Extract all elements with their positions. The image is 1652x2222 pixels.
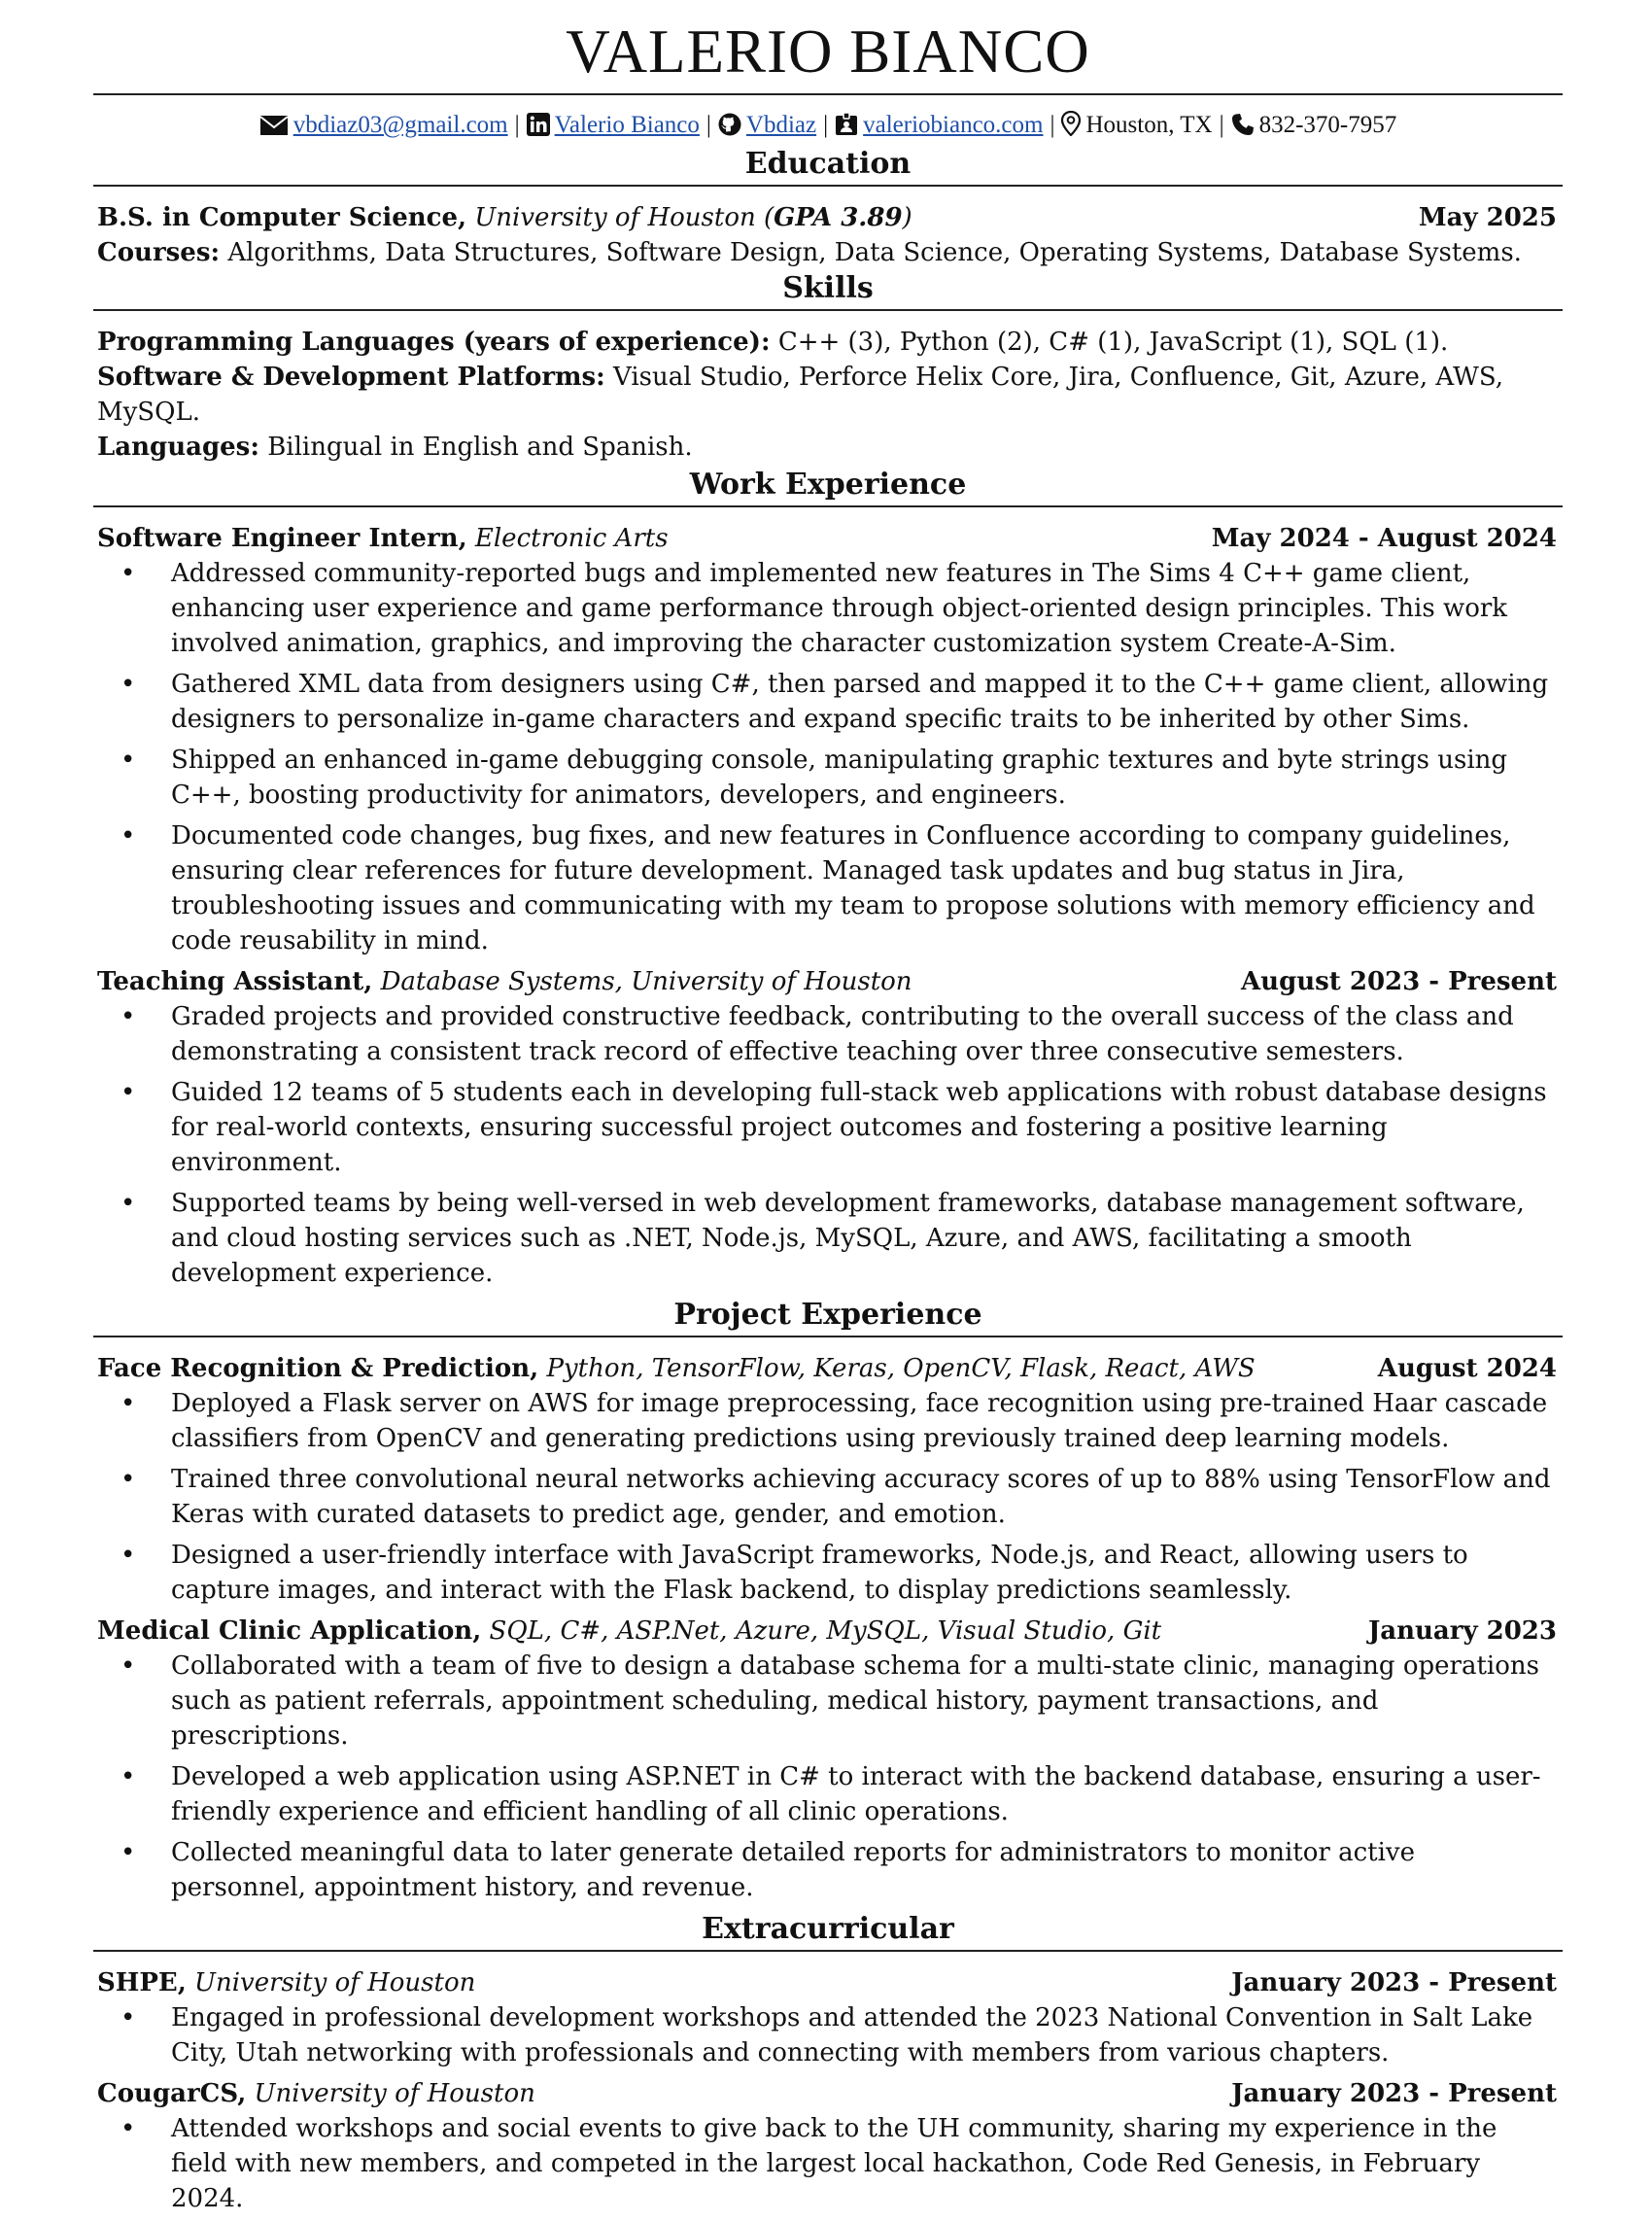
entry-heading [93,1351,1563,1386]
entry-title: Medical Clinic Application, [97,1616,482,1646]
bullet-item: • Collected meaningful data to later generate detailed reports for administrators to monitor active personnel, appointment history, and revenue. [93,1835,1563,1905]
entry-title: Teaching Assistant, [97,967,373,996]
id-card-icon [835,113,858,136]
bullet-item: • Documented code changes, bug fixes, and new features in Confluence according to company guidelines, ensuring clear references for future development. Managed task updates and bug status in Jira, troubleshooting issues and communicating with my team to propose solutions with memory efficiency and code reusability in mind. [93,818,1563,958]
section-divider [93,185,1563,187]
separator: | [1219,112,1224,138]
project-list [93,1351,1563,1905]
linkedin-icon [527,113,550,136]
section-divider [93,1950,1563,1952]
email-link[interactable]: vbdiaz03@gmail.com [293,112,508,138]
skill-line [93,430,1563,465]
education-entry: B.S. in Computer Science, University of Houston (GPA 3.89) May 2025 [93,200,1563,235]
bullet-list [93,999,1563,1291]
skill-label: Programming Languages (years of experience): [97,328,771,357]
project-entry [93,1614,1563,1905]
skill-value: Bilingual in English and Spanish. [267,433,693,462]
linkedin-link[interactable]: Valerio Bianco [554,112,700,138]
resume-page [93,0,1563,2222]
bullet-item: • Graded projects and provided constructive feedback, contributing to the overall success of the class and demonstrating a consistent track record of effective teaching over three consecutive semesters. [93,999,1563,1069]
bullet-item: • Attended workshops and social events to give back to the UH community, sharing my experience in the field with new members, and competed in the largest local hackathon, Code Red Genesis, in February 2024. [93,2111,1563,2216]
entry-subtitle: Python, TensorFlow, Keras, OpenCV, Flask, React, AWS [546,1354,1256,1383]
website-link[interactable]: valeriobianco.com [863,112,1044,138]
entry-date: January 2023 - Present [1231,2079,1557,2108]
courses-label: Courses: [97,238,221,267]
entry-title: SHPE, [97,1968,187,1997]
bullet-item: • Engaged in professional development workshops and attended the 2023 National Convention in Salt Lake City, Utah networking with professionals and connecting with members from various chapters. [93,2000,1563,2070]
envelope-icon [259,115,289,136]
entry-subtitle: Electronic Arts [474,524,669,553]
skill-label: Languages: [97,433,259,462]
entry-date: January 2023 - Present [1231,1968,1557,1997]
entry-date: August 2023 - Present [1241,967,1557,996]
entry-heading [93,521,1563,556]
job-entry [93,964,1563,1291]
phone-icon [1231,113,1255,136]
section-title-projects: Project Experience [673,1298,982,1332]
section-title-work: Work Experience [689,468,967,502]
entry-title: Face Recognition & Prediction, [97,1354,539,1383]
entry-title: Software Engineer Intern, [97,524,467,553]
bullet-item: • Deployed a Flask server on AWS for image preprocessing, face recognition using pre-trained Haar cascade classifiers from OpenCV and generating predictions using previously trained deep learning models. [93,1386,1563,1456]
skill-value: Visual Studio, Perforce Helix Core, Jira, Confluence, Git, Azure, AWS, MySQL. [97,363,1503,427]
contact-bar [93,109,1563,146]
extracurricular-entry [93,1965,1563,2070]
section-title-education: Education [744,147,912,181]
bullet-list [93,556,1563,958]
section-divider [93,505,1563,507]
degree: B.S. in Computer Science, [97,203,467,232]
entry-heading [93,1965,1563,2000]
skill-value: C++ (3), Python (2), C# (1), JavaScript (1), SQL (1). [777,328,1449,357]
bullet-item: • Developed a web application using ASP.NET in C# to interact with the backend database, ensuring a user-friendly experience and efficient handling of all clinic operations. [93,1759,1563,1829]
skill-label: Software & Development Platforms: [97,363,605,392]
school: University of Houston ( [474,203,774,232]
entry-subtitle: SQL, C#, ASP.Net, Azure, MySQL, Visual Studio, Git [489,1616,1162,1646]
bullet-list [93,1386,1563,1608]
entry-date: January 2023 [1367,1616,1557,1646]
bullet-item: • Supported teams by being well-versed in web development frameworks, database management software, and cloud hosting services such as .NET, Node.js, MySQL, Azure, and AWS, facilitating a smooth development experience. [93,1186,1563,1291]
bullet-list [93,1649,1563,1905]
entry-heading [93,2076,1563,2111]
resume-name: VALERIO BIANCO [566,17,1090,86]
section-divider [93,1336,1563,1337]
bullet-list [93,2111,1563,2216]
entry-title: CougarCS, [97,2079,247,2108]
separator: | [1050,112,1055,138]
entry-date: May 2024 - August 2024 [1211,524,1557,553]
skill-line [93,360,1563,430]
separator: | [823,112,829,138]
header-divider [93,93,1563,95]
separator: | [514,112,520,138]
location-text: Houston, TX [1085,112,1213,138]
bullet-list [93,2000,1563,2070]
skills-list [93,325,1563,465]
entry-date: August 2024 [1377,1354,1557,1383]
bullet-item: • Gathered XML data from designers using C#, then parsed and mapped it to the C++ game client, allowing designers to personalize in-game characters and expand specific traits to be inherited by other Sims. [93,667,1563,737]
entry-subtitle: University of Houston [194,1968,476,1997]
github-icon [718,113,741,136]
section-title-extracurricular: Extracurricular [702,1912,954,1946]
entry-heading [93,964,1563,999]
entry-heading [93,1614,1563,1649]
courses-line [93,235,1563,270]
section-title-skills: Skills [782,271,874,305]
education-date: May 2025 [1418,203,1557,232]
bullet-item: • Guided 12 teams of 5 students each in developing full-stack web applications with robust database designs for real-world contexts, ensuring successful project outcomes and fostering a positive learning environment. [93,1075,1563,1180]
work-list [93,521,1563,1291]
section-divider [93,309,1563,311]
bullet-item: • Shipped an enhanced in-game debugging console, manipulating graphic textures and byte strings using C++, boosting productivity for animators, developers, and engineers. [93,743,1563,813]
map-pin-icon [1061,111,1081,136]
skill-line [93,325,1563,360]
entry-subtitle: Database Systems, University of Houston [380,967,912,996]
extracurricular-entry [93,2076,1563,2216]
github-link[interactable]: Vbdiaz [745,112,817,138]
separator: | [706,112,711,138]
bullet-item: • Trained three convolutional neural networks achieving accuracy scores of up to 88% using TensorFlow and Keras with curated datasets to predict age, gender, and emotion. [93,1462,1563,1532]
gpa: GPA 3.89 [774,203,903,232]
bullet-item: • Addressed community-reported bugs and implemented new features in The Sims 4 C++ game client, enhancing user experience and game performance through object-oriented design principles. This work involved animation, graphics, and improving the character customization system Create-A-Sim. [93,556,1563,661]
courses-list: Algorithms, Data Structures, Software Design, Data Science, Operating Systems, Database Systems. [227,238,1522,267]
entry-subtitle: University of Houston [254,2079,535,2108]
job-entry [93,521,1563,958]
extracurricular-list [93,1965,1563,2216]
project-entry [93,1351,1563,1608]
bullet-item: • Collaborated with a team of five to design a database schema for a multi-state clinic, managing operations such as patient referrals, appointment scheduling, medical history, payment transactions, and prescriptions. [93,1649,1563,1753]
bullet-item: • Designed a user-friendly interface with JavaScript frameworks, Node.js, and React, allowing users to capture images, and interact with the Flask backend, to display predictions seamlessly. [93,1538,1563,1608]
phone-text: 832-370-7957 [1258,112,1397,138]
